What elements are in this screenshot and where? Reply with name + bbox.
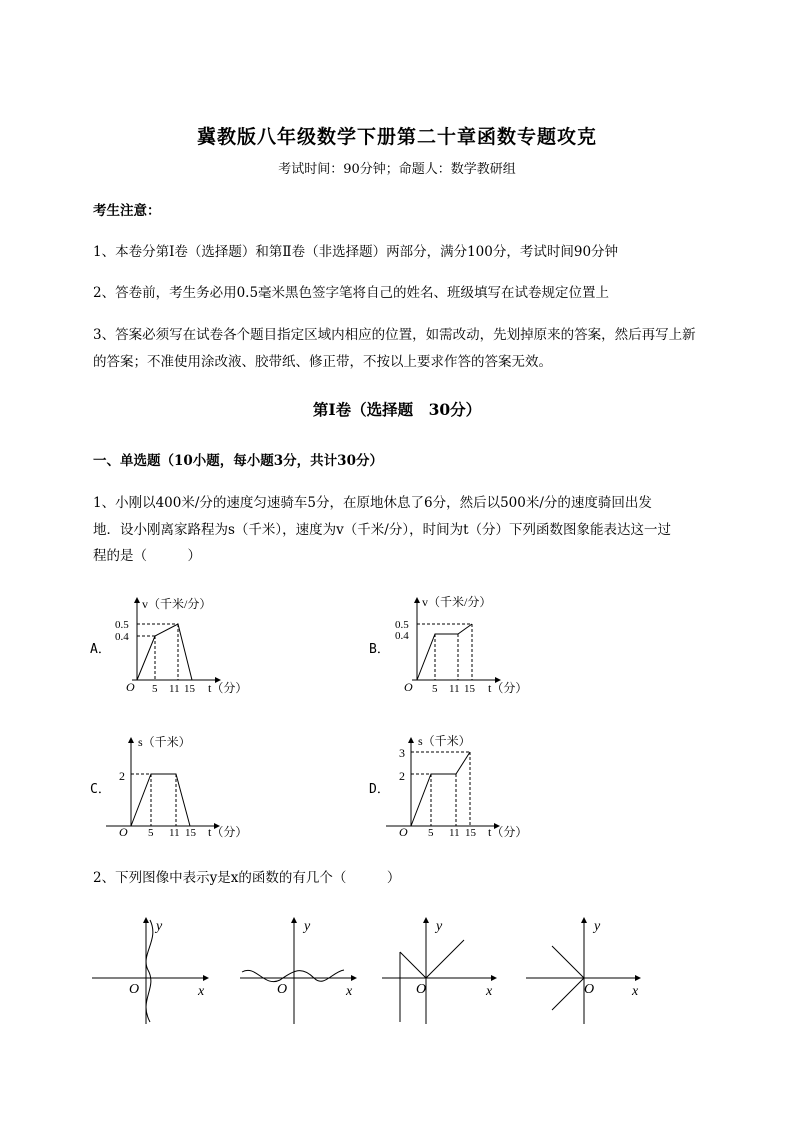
x-label: x: [632, 984, 639, 999]
option-c-label[interactable]: C．: [90, 782, 111, 797]
option-b-label[interactable]: B．: [369, 642, 390, 657]
curve: [242, 970, 344, 982]
tick-5: 5: [428, 827, 434, 839]
q2-graph-3: [378, 912, 508, 1027]
v-axis-label: v（千米/分）: [422, 595, 492, 609]
tick-15: 15: [185, 827, 196, 839]
origin-label: O: [584, 982, 595, 997]
t-axis-label: t（分）: [488, 681, 528, 695]
notice-item-1: 1、本卷分第I卷（选择题）和第Ⅱ卷（非选择题）两部分，满分100分，考试时间90分钟: [93, 244, 619, 260]
notice-item-2: 2、答卷前，考生务必用0.5毫米黑色签字笔将自己的姓名、班级填写在试卷规定位置上: [93, 285, 610, 301]
v-line: [417, 624, 472, 680]
graph-d: [386, 728, 531, 840]
origin-label: O: [277, 982, 288, 997]
x-label: x: [346, 984, 353, 999]
q2-text: 2、下列图像中表示y是x的函数的有几个（ ）: [93, 870, 401, 886]
q2-graph-4: [522, 912, 652, 1027]
tick-04: 0.4: [115, 631, 129, 643]
y-label: y: [436, 919, 443, 934]
graph-a: [112, 588, 252, 700]
x-label: x: [198, 984, 205, 999]
notice-heading: 考生注意：: [93, 203, 161, 219]
origin-label: O: [404, 680, 413, 694]
tick-3: 3: [399, 746, 405, 760]
q1-line-1: 1、小刚以400米/分的速度匀速骑车5分，在原地休息了6分，然后以500米/分的速度骑回出发: [93, 495, 652, 511]
q1-line-3: 程的是（ ）: [93, 548, 201, 564]
tick-15: 15: [464, 683, 475, 695]
option-d-label[interactable]: D．: [369, 782, 390, 797]
line: [552, 978, 584, 1010]
notice-item-3-cont: 的答案；不准使用涂改液、胶带纸、修正带，不按以上要求作答的答案无效。: [93, 354, 552, 370]
q1-line-2: 地．设小刚离家路程为s（千米），速度为v（千米/分），时间为t（分）下列函数图象能表达这一过: [93, 522, 672, 538]
q2-graph-2: [236, 912, 366, 1027]
line: [400, 952, 426, 978]
y-label: y: [156, 919, 163, 934]
tick-11: 11: [169, 827, 180, 839]
tick-2: 2: [119, 769, 125, 783]
v-line: [137, 624, 192, 680]
tick-04: 0.4: [395, 630, 409, 642]
curve: [146, 920, 153, 1022]
graph-c: [106, 728, 251, 840]
section-title: 第I卷（选择题 30分）: [312, 400, 482, 419]
page-subtitle: 考试时间：90分钟；命题人：数学教研组: [278, 162, 516, 177]
origin-label: O: [416, 982, 427, 997]
tick-11: 11: [449, 827, 460, 839]
y-label: y: [594, 919, 601, 934]
tick-05: 0.5: [115, 619, 129, 631]
part-heading: 一、单选题（10小题，每小题3分，共计30分）: [93, 453, 383, 469]
s-axis-label: s（千米）: [138, 735, 191, 749]
s-line: [411, 752, 470, 826]
tick-11: 11: [449, 683, 460, 695]
tick-5: 5: [148, 827, 154, 839]
tick-5: 5: [152, 683, 158, 695]
notice-item-3: 3、答案必须写在试卷各个题目指定区域内相应的位置，如需改动，先划掉原来的答案，然后再写上新: [93, 327, 696, 343]
origin-label: O: [399, 825, 408, 839]
x-label: x: [486, 984, 493, 999]
line: [426, 940, 464, 978]
origin-label: O: [129, 982, 140, 997]
tick-11: 11: [169, 683, 180, 695]
t-axis-label: t（分）: [208, 825, 248, 839]
y-label: y: [304, 919, 311, 934]
graph-b: [392, 588, 532, 700]
q2-graph-1: [88, 912, 218, 1027]
option-a-label[interactable]: A．: [90, 642, 111, 657]
s-line: [131, 774, 190, 826]
line: [552, 946, 584, 978]
tick-5: 5: [432, 683, 438, 695]
origin-label: O: [119, 825, 128, 839]
v-axis-label: v（千米/分）: [142, 597, 212, 611]
tick-15: 15: [465, 827, 476, 839]
tick-05: 0.5: [395, 619, 409, 631]
page-title: 冀教版八年级数学下册第二十章函数专题攻克: [196, 126, 597, 148]
s-axis-label: s（千米）: [418, 734, 471, 748]
t-axis-label: t（分）: [208, 681, 248, 695]
tick-15: 15: [184, 683, 195, 695]
origin-label: O: [126, 680, 135, 694]
tick-2: 2: [399, 769, 405, 783]
t-axis-label: t（分）: [488, 825, 528, 839]
